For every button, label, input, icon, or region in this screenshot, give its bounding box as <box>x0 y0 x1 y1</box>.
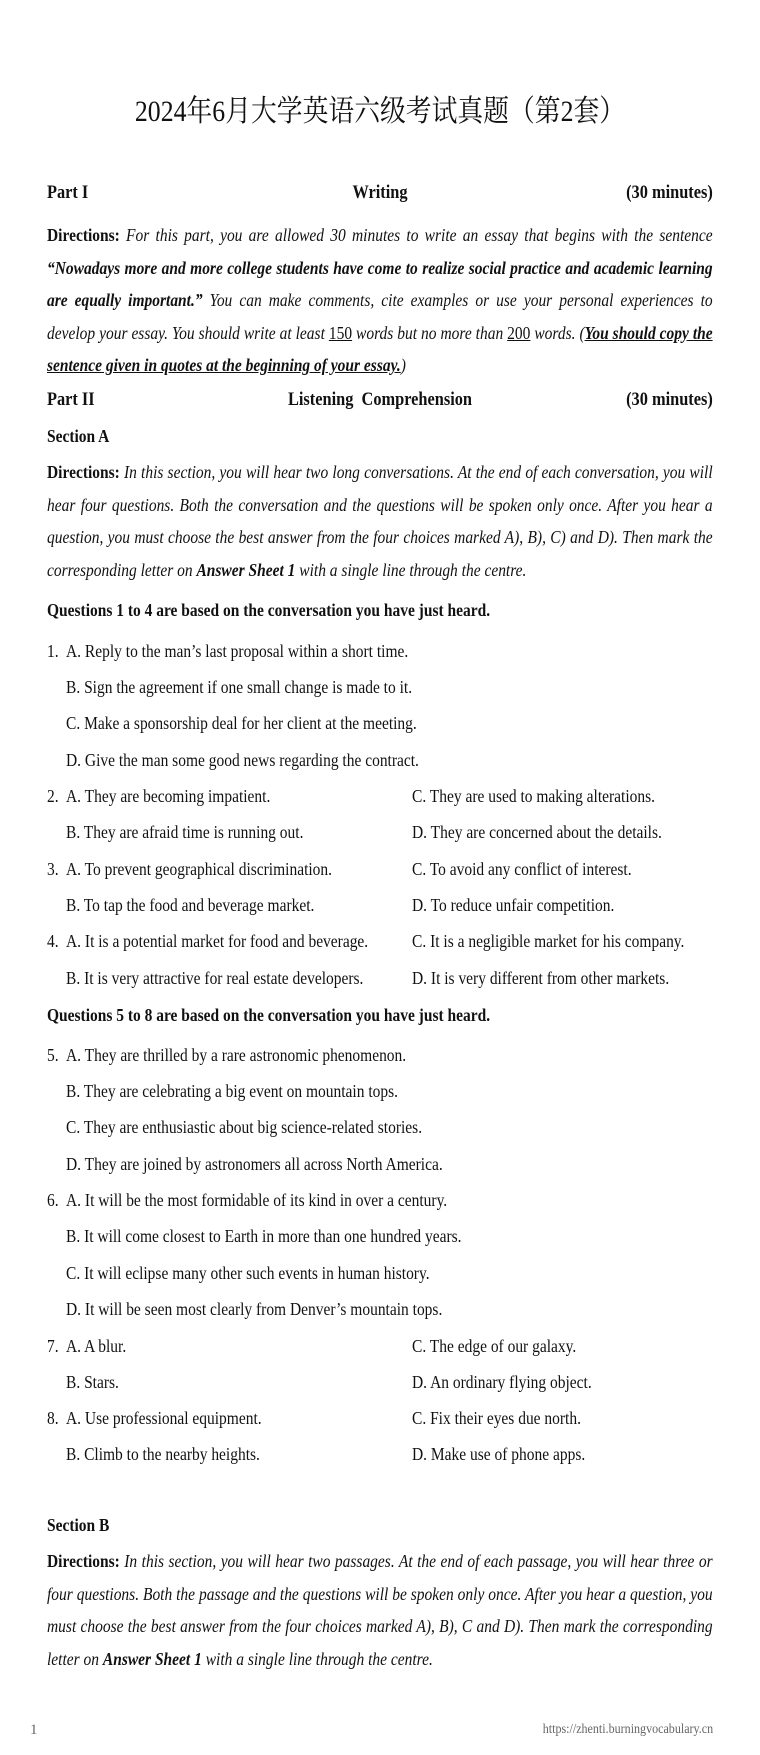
option-d: D. Give the man some good news regarding the contract. <box>66 750 419 770</box>
question-number: 3. <box>47 859 59 879</box>
option-c: C. The edge of our galaxy. <box>412 1336 577 1356</box>
option-a: A. It will be the most formidable of its kind in over a century. <box>66 1190 448 1210</box>
section-b-directions: Directions: In this section, you will hear two passages. At the end of each passage, you will hear three or four questions. Both the passage and the questions will be spoken only once. After you hear a question, you must choose the best answer from the four choices marked A), B), C and D). Then mark the corresponding letter on Answer Sheet 1 with a single line through the centre. <box>47 1551 713 1669</box>
option-d: D. It will be seen most clearly from Denver’s mountain tops. <box>66 1299 443 1319</box>
directions-label: Directions: <box>47 225 120 245</box>
part-2-time: (30 minutes) <box>626 389 713 410</box>
question-number: 1. <box>47 641 59 661</box>
part-2-label: Part II <box>47 389 95 410</box>
section-b-title: Section B <box>47 1515 110 1535</box>
option-a: A. Reply to the man’s last proposal within a short time. <box>66 641 409 661</box>
answer-sheet-ref: Answer Sheet 1 <box>196 559 296 580</box>
option-d: D. To reduce unfair competition. <box>412 895 615 915</box>
option-a: A. They are thrilled by a rare astronomic phenomenon. <box>66 1045 407 1065</box>
question-number: 8. <box>47 1408 59 1428</box>
essay-prompt: “Nowadays more and more college students have come to realize social practice and academic learning are equally important.” <box>47 257 713 310</box>
question-number: 5. <box>47 1045 59 1065</box>
option-c: C. Make a sponsorship deal for her client at the meeting. <box>66 713 417 733</box>
section-a-title: Section A <box>47 426 110 446</box>
option-d: D. Make use of phone apps. <box>412 1444 586 1464</box>
part-1-directions: Directions: For this part, you are allowed 30 minutes to write an essay that begins with the sentence “Nowadays more and more college students have come to realize social practice and academic learning are equally important.” You can make comments, cite examples or use your personal experiences to develop your essay. You should write at least 150 words but no more than 200 words. (You should copy the sentence given in quotes at the beginning of your essay.) <box>47 225 713 375</box>
option-a: A. It is a potential market for food and beverage. <box>66 931 369 951</box>
footer-url: https://zhenti.burningvocabulary.cn <box>542 1722 713 1737</box>
option-c: C. They are used to making alterations. <box>412 786 656 806</box>
option-a: A. They are becoming impatient. <box>66 786 271 806</box>
section-a-directions: Directions: In this section, you will hear two long conversations. At the end of each conversation, you will hear four questions. Both the conversation and the questions will be spoken only once. After you hear a question, you must choose the best answer from the four choices marked A), B), C) and D). Then mark the corresponding letter on Answer Sheet 1 with a single line through the centre. <box>47 462 713 580</box>
option-d: D. They are joined by astronomers all across North America. <box>66 1154 443 1174</box>
option-b: B. It will come closest to Earth in more than one hundred years. <box>66 1226 462 1246</box>
part-1-time: (30 minutes) <box>626 182 713 203</box>
option-a: A. Use professional equipment. <box>66 1408 262 1428</box>
option-b: B. It is very attractive for real estate developers. <box>66 968 364 988</box>
option-a: A. To prevent geographical discrimination. <box>66 859 333 879</box>
option-b: B. They are celebrating a big event on mountain tops. <box>66 1081 399 1101</box>
option-b: B. To tap the food and beverage market. <box>66 895 315 915</box>
part-1-label: Part I <box>47 182 89 203</box>
question-group-heading: Questions 1 to 4 are based on the conversation you have just heard. <box>47 600 491 620</box>
option-c: C. Fix their eyes due north. <box>412 1408 581 1428</box>
option-d: D. An ordinary flying object. <box>412 1372 592 1392</box>
part-1-header <box>47 182 713 208</box>
option-d: D. It is very different from other markets. <box>412 968 670 988</box>
option-c: C. To avoid any conflict of interest. <box>412 859 632 879</box>
option-b: B. Sign the agreement if one small change is made to it. <box>66 677 413 697</box>
question-number: 6. <box>47 1190 59 1210</box>
copy-instruction: You should copy the sentence given in quotes at the beginning of your essay. <box>47 322 713 375</box>
max-words: 200 <box>507 322 531 343</box>
option-b: B. They are afraid time is running out. <box>66 822 304 842</box>
option-b: B. Climb to the nearby heights. <box>66 1444 260 1464</box>
option-c: C. It is a negligible market for his company. <box>412 931 685 951</box>
option-d: D. They are concerned about the details. <box>412 822 662 842</box>
min-words: 150 <box>328 322 353 343</box>
part-2-header <box>47 389 713 415</box>
option-c: C. They are enthusiastic about big science-related stories. <box>66 1117 423 1137</box>
part-2-name: Listening Comprehension <box>287 389 473 410</box>
question-number: 4. <box>47 931 59 951</box>
option-b: B. Stars. <box>66 1372 119 1392</box>
question-number: 7. <box>47 1336 59 1356</box>
page-number: 1 <box>30 1722 38 1738</box>
part-1-name: Writing <box>352 182 408 203</box>
option-a: A. A blur. <box>66 1336 127 1356</box>
question-group-heading: Questions 5 to 8 are based on the conversation you have just heard. <box>47 1005 491 1025</box>
question-number: 2. <box>47 786 59 806</box>
page-title: 2024年6月大学英语六级考试真题（第2套） <box>134 95 626 128</box>
answer-sheet-ref: Answer Sheet 1 <box>102 1648 202 1669</box>
option-c: C. It will eclipse many other such events in human history. <box>66 1263 430 1283</box>
